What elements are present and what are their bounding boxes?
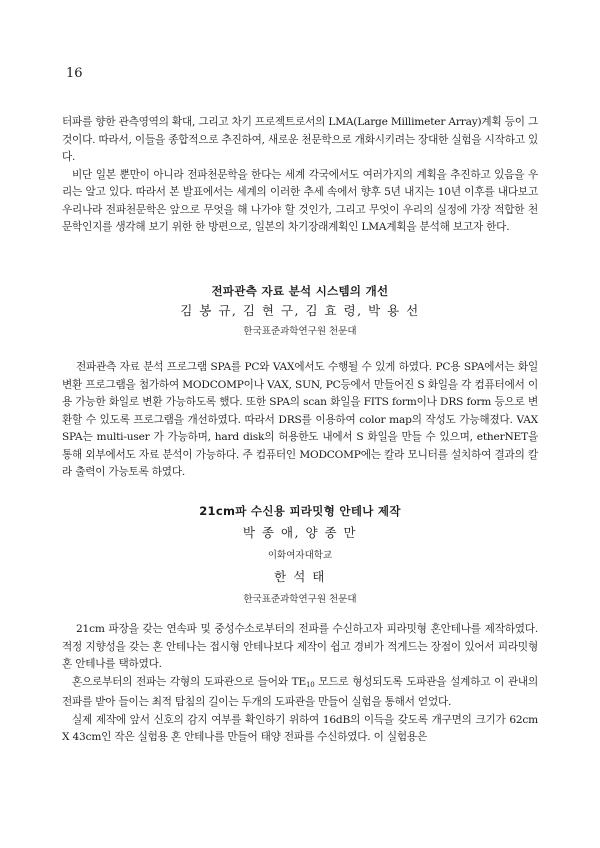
section-body: 전파관측 자료 분석 프로그램 SPA를 PC와 VAX에서도 수행될 수 있게 하였다. PC용 SPA에서는 화일 변환 프로그램을 첨가하여 MODCOMP이나 VAX, SUN, PC등에서 만들어진 S 화일을 각 컴퓨터에서 이용 가능한 화일로 변환 가능하도록 했다. 또한 SPA의 scan 화일을 FITS form이나 DRS form 등으로 변환할 수 있도록 프로그램을 개선하였다. 따라서 DRS를 이용하여 color map의 작성도 가능해졌다. VAX SPA는 multi-user 가 가능하며, hard disk의 허용한도 내에서 S 화일을 만들 수 있으며, etherNET을 통해 외부에서도 자료 분석이 가능하다. 주 컴퓨터인 MODCOMP에는 칼라 모니터를 설치하여 결과의 칼라 출력이 가능토록 하였다. bbox=[62, 361, 538, 478]
section-paragraph: 21cm 파장을 갖는 연속파 및 중성수소로부터의 전파를 수신하고자 피라밋형 혼안테나를 제작하였다. 적정 지향성을 갖는 혼 안테나는 접시형 안테나보다 제작이 쉽고 경비가 적게드는 장점이 있어서 피라밋형 혼 안테나를 택하였다. bbox=[62, 623, 538, 670]
section-paragraph: 실제 제작에 앞서 신호의 감지 여부를 확인하기 위하여 16dB의 이득을 갖도록 개구면의 크기가 62cm X 43cm인 작은 실험용 혼 안테나를 만들어 태양 전파를 수신하였다. 이 실험용은 bbox=[62, 713, 538, 743]
paragraph-text: 혼으로부터의 전파는 각형의 도파관으로 들어와 TE bbox=[72, 675, 307, 688]
section-affiliation: 한국표준과학연구원 천문대 bbox=[243, 594, 357, 605]
section-author-2: 한 석 태 bbox=[274, 569, 326, 584]
section-one bbox=[62, 283, 538, 482]
section-affiliation: 이화여자대학교 bbox=[267, 550, 333, 561]
section-title: 21cm파 수신용 피라밋형 안테나 제작 bbox=[199, 504, 401, 518]
section-authors: 김 봉 규, 김 현 구, 김 효 령, 박 용 선 bbox=[180, 303, 420, 318]
intro-paragraph: 터파를 향한 관측영역의 확대, 그리고 차기 프로젝트로서의 LMA(Large Millimeter Array)계획 등이 그것이다. 따라서, 이들을 종합적으로 추진하여, 새로운 천문학으로 개화시키려는 장대한 실험을 시작하고 있다. bbox=[62, 116, 538, 163]
section-affiliation: 한국표준과학연구원 천문대 bbox=[243, 326, 357, 337]
section-authors: 박 종 애, 양 종 만 bbox=[242, 525, 358, 540]
page-number: 16 bbox=[66, 66, 83, 81]
intro-paragraph: 비단 일본 뿐만이 아니라 전파천문학을 한다는 세계 각국에서도 여러가지의 계획을 추진하고 있음을 우리는 알고 있다. 따라서 본 발표에서는 세계의 이러한 추세 속에서 향후 5년 내지는 10년 이후를 내다보고 우리나라 전파천문학은 앞으로 무엇을 해 나가야 할 것인가, 그리고 무엇이 우리의 실정에 가장 적합한 천문학인지를 생각해 보기 위한 한 방편으로, 일본의 차기장래계획인 LMA계획을 분석해 보고자 한다. bbox=[62, 168, 538, 233]
intro-section bbox=[62, 114, 538, 237]
section-paragraph bbox=[62, 674, 538, 712]
section-two bbox=[62, 503, 538, 747]
subscript-text: 10 bbox=[306, 680, 315, 689]
section-title: 전파관측 자료 분석 시스템의 개선 bbox=[211, 284, 389, 298]
paragraph-text: 모드로 형성되도록 도파관을 설계하고 이 관내의 전파를 받아 들이는 최적 탐침의 길이는 두개의 도파관을 만들어 실험을 통해서 얻었다. bbox=[62, 675, 538, 708]
